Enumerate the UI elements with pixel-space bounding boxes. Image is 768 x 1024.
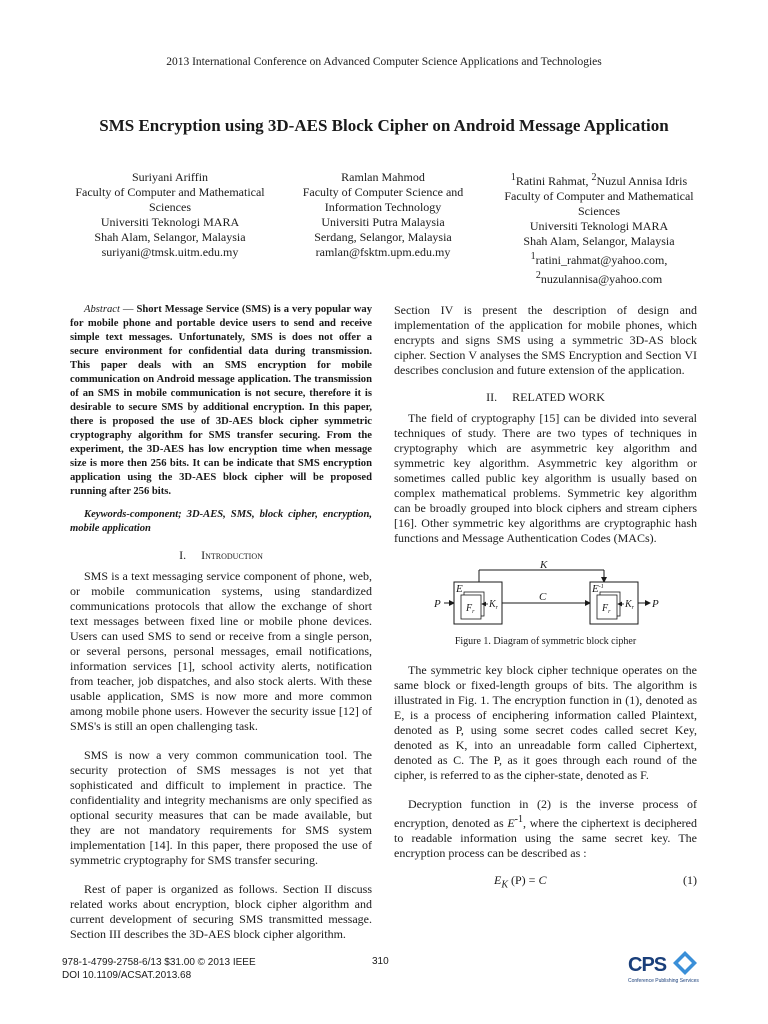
keywords: Keywords-component; 3D-AES, SMS, block cipher, encryption, mobile application xyxy=(70,509,372,534)
author-affiliation: Faculty of Computer and Mathematical xyxy=(504,189,694,203)
author-email[interactable]: ramlan@fsktm.upm.edu.my xyxy=(315,245,451,259)
paragraph: SMS is a text messaging service component of phone, web, or mobile communication systems, using standardized communications protocols that allow the exchange of short text messages between fixed line or mobile phone devices. Users can used SMS to send or receive from a single person, or several persons, personal messages, email notifications, information services [1], school activity alerts, notification from teacher, job dispatches, and also stock alerts. With these usable application, SMS is now more and more common among mobile phone users. However the security issue [12] of SMS's is still an open challenging task. xyxy=(70,569,372,733)
paragraph: Section IV is present the description of design and implementation of the application for mobile phones, which encrypts and signs SMS using a symmetric 3D-AS block cipher. Section V analyses the SMS Encryption and Section VI describes conclusion and future extension of the application. xyxy=(394,303,697,377)
author-affiliation: Universiti Putra Malaysia xyxy=(321,215,445,229)
author-affiliation: Universiti Teknologi MARA xyxy=(100,215,240,229)
paragraph: The symmetric key block cipher technique operates on the same block or fixed-length groups of bits. The algorithm is illustrated in Fig. 1. The encryption function in (1), denoted as E, is a process of enciphering information called Plaintext, denoted as P, using some secret codes called secret Key, denoted as K, into an unreadable form called Ciphertext, denoted as C. The P, as it goes through each round of the cipher, is referred to as the cipher-state, denoted as F. xyxy=(394,663,697,782)
label-einv: $E^{-1}$ xyxy=(592,583,604,595)
abstract: Abstract — Short Message Service (SMS) is a very popular way for mobile phone and portable device users to send and receive simple text messages. Unfortunately, SMS is does not offer a secure environment for confidential data during transmission. This paper deals with an SMS encryption for mobile communication on Android message application. The transmission of an SMS in mobile communication is not secure, therefore it is desirable to secure SMS by additional encryption. In this paper, there is proposed the use of 3D-AES block cipher symmetric cryptography algorithm for SMS transfer securing. From the experiment, the 3D-AES has low encryption time when message size is more then 256 bits. It can be indicate that SMS encryption application using the 3D-AES block cipher will be proposed running after 256 bits. xyxy=(70,304,372,497)
paragraph: The field of cryptography [15] can be divided into several techniques of study. There are two types of techniques in cryptography which are asymmetric key algorithm and symmetric key algorithm. Asymmetric key algorithm or sometimes called public key algorithm is usually based on complex mathematical problems. Symmetric key algorithm can be broadly grouped into block ciphers and stream ciphers [16]. Other symmetric key algorithms are cryptographic hash functions and Message Authentication Codes (MACs). xyxy=(394,411,697,545)
left-column xyxy=(70,303,372,942)
author-affiliation: Faculty of Computer and Mathematical xyxy=(75,185,265,199)
author-affiliation: Serdang, Selangor, Malaysia xyxy=(314,230,452,244)
author-affiliation: Faculty of Computer Science and xyxy=(302,185,464,199)
paragraph: Rest of paper is organized as follows. Section II discuss related works about encryption, block cipher algorithm and current development of securing SMS transmitted message. Section III describes the 3D-AES block cipher algorithm. xyxy=(70,882,372,941)
equation-number: (1) xyxy=(683,873,697,887)
right-column xyxy=(394,303,697,891)
section-heading-related-work: II. RELATED WORK xyxy=(486,390,605,404)
author-affiliation: Shah Alam, Selangor, Malaysia xyxy=(523,234,675,248)
label-e: E xyxy=(456,583,463,595)
page-number: 310 xyxy=(372,956,389,967)
author-email[interactable]: suriyani@tmsk.uitm.edu.my xyxy=(101,245,239,259)
equation-1: $E_K$ (P) = C (1) xyxy=(494,873,697,891)
author-name: Suriyani Ariffin xyxy=(131,170,209,184)
conference-header: 2013 International Conference on Advanced Computer Science Applications and Technologies xyxy=(166,56,602,68)
author-email[interactable]: $^2$nuzulannisa@yahoo.com xyxy=(535,270,663,286)
paper-title: SMS Encryption using 3D-AES Block Cipher on Android Message Application xyxy=(99,116,669,135)
cps-logo: CPS Conference Publishing Services xyxy=(628,948,698,988)
author-affiliation: Shah Alam, Selangor, Malaysia xyxy=(94,230,246,244)
author-email[interactable]: $^1$ratini_rahmat@yahoo.com, xyxy=(530,251,668,267)
label-k: K xyxy=(540,560,548,571)
label-c: C xyxy=(539,591,547,603)
author-block-1 xyxy=(70,170,270,260)
label-p-in: P xyxy=(434,598,441,610)
diagram-svg xyxy=(394,560,697,632)
author-affiliation: Universiti Teknologi MARA xyxy=(529,219,669,233)
block-cipher-diagram xyxy=(394,560,697,632)
figure-caption: Figure 1. Diagram of symmetric block cipher xyxy=(454,636,637,647)
author-name: Ramlan Mahmod xyxy=(341,170,425,184)
label-p-out: P xyxy=(652,598,659,610)
label-f: $F_r$ xyxy=(466,603,475,615)
paragraph: Decryption function in (2) is the inverse process of encryption, denoted as $E^{-1}$, where the ciphertext is deciphered to readable information using the same secret key. The encryption process can be described as : xyxy=(394,797,697,860)
label-f2: $F_r$ xyxy=(602,603,611,615)
author-affiliation: Information Technology xyxy=(324,200,442,214)
author-affiliation: Sciences xyxy=(578,204,620,218)
paragraph: SMS is now a very common communication tool. The security protection of SMS messages is not yet that sophisticated and difficult to implement in practice. The confidentiality and integrity mechanisms are only specified as optional security measures that can be made available, but they are not mandatory requirements for SMS system implementation [14]. In this paper, there proposed the use of symmetric cryptography for SMS transfer securing. xyxy=(70,748,372,867)
label-kr: $K_r$ xyxy=(489,599,499,611)
author-name: $^1$Ratini Rahmat, $^2$Nuzul Annisa Idris xyxy=(510,172,688,188)
author-affiliation: Sciences xyxy=(149,200,191,214)
author-block-3 xyxy=(496,170,702,287)
label-kr2: $K_r$ xyxy=(625,599,635,611)
author-block-2 xyxy=(283,170,483,260)
section-heading-introduction: I. Introduction xyxy=(179,548,263,562)
footer-copyright: 978-1-4799-2758-6/13 $31.00 © 2013 IEEE DOI 10.1109/ACSAT.2013.68 xyxy=(62,957,256,981)
cps-diamond-icon xyxy=(672,950,698,976)
